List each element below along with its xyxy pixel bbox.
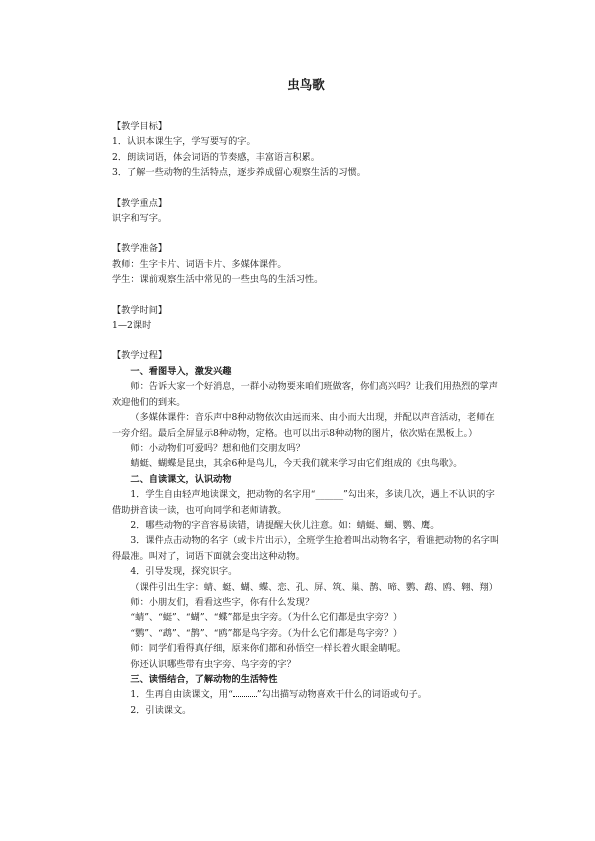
prep-student: 学生：课前观察生活中常见的一些虫鸟的生活习性。: [112, 274, 324, 286]
text-run: ”勾出来，多读几次，遇上不认识的字借助拼音读一读，也可向同学和老师请教。: [112, 489, 495, 516]
part2-title: 二、自读课文，认识动物: [130, 473, 232, 485]
paragraph: “鹦”、“鹉”、“鹊”、“鸥”都是鸟字旁。（为什么它们都是鸟字旁？）: [130, 627, 403, 639]
paragraph: [112, 687, 500, 702]
wavy-underline-mark: [233, 688, 257, 697]
goal-item: 1．认识本课生字，学写要写的字。: [112, 136, 256, 148]
section-process: [112, 348, 500, 718]
paragraph: [112, 487, 500, 518]
prep-teacher: 教师：生字卡片、词语卡片、多媒体课件。: [112, 258, 287, 270]
text-run: 1．生再自由读课文，用“: [130, 689, 233, 701]
paragraph: 3．课件点击动物的名字（或卡片出示），全班学生抢着叫出动物名字，看谁把动物的名字叫得最准。叫对了，词语下面就会变出这种动物。: [112, 535, 500, 562]
goal-item: 3．了解一些动物的生活特点，逐步养成留心观察生活的习惯。: [112, 167, 366, 179]
paragraph: 你还认识哪些带有虫字旁、鸟字旁的字？: [130, 658, 296, 670]
paragraph: （多媒体课件：音乐声中8种动物依次由远而来、由小而大出现，并配以声音活动，老师在一旁介绍。最后全屏显示8种动物，定格。也可以出示8种动物的图片，依次贴在黑板上。）: [112, 412, 495, 439]
paragraph: 师：小动物们可爱吗？想和他们交朋友吗？: [130, 442, 305, 454]
key-points-text: 识字和写字。: [112, 213, 168, 225]
key-points-heading: 【教学重点】: [112, 197, 168, 209]
text-run: 1．学生自由轻声地读课文，把动物的名字用“: [130, 489, 316, 501]
section-time: [112, 303, 500, 334]
paragraph: 2．哪些动物的字音容易读错，请提醒大伙儿注意。如：蜻蜓、蝴、鹦、鹰。: [130, 519, 440, 531]
text-run: ”勾出描写动物喜欢干什么的词语或句子。: [256, 689, 427, 701]
process-heading: 【教学过程】: [112, 350, 168, 362]
section-prep: [112, 241, 500, 287]
paragraph: 4．引导发现，探究识字。: [130, 566, 238, 578]
paragraph: 蜻蜓、蝴蝶是昆虫，其余6种是鸟儿，今天我们就来学习由它们组成的《虫鸟歌》。: [130, 458, 463, 470]
paragraph: （课件引出生字：蜻、蜓、蝴、蝶、恋、孔、屏、筑、巢、鹊、啼、鹦、鹉、鸥、翱、翔）: [130, 581, 498, 593]
paragraph: “蜻”、“蜓”、“蝴”、“蝶”都是虫字旁。（为什么它们都是虫字旁？）: [130, 612, 403, 624]
part1-title: 一、看图导入，激发兴趣: [130, 365, 232, 377]
paragraph: 2．引读课文。: [130, 704, 192, 716]
goals-heading: 【教学目标】: [112, 121, 168, 132]
goal-item: 2．朗读词语，体会词语的节奏感，丰富语言积累。: [112, 151, 320, 163]
section-goals: [112, 119, 500, 181]
prep-heading: 【教学准备】: [112, 243, 168, 255]
paragraph: 师：小朋友们，看看这些字，你有什么发现？: [130, 596, 315, 608]
part3-title: 三、读悟结合，了解动物的生活特性: [130, 674, 278, 685]
time-heading: 【教学时间】: [112, 304, 168, 316]
time-text: 1—2课时: [112, 320, 152, 332]
paragraph: 师：同学们看得真仔细，原来你们都和孙悟空一样长着火眼金睛呢。: [130, 643, 407, 655]
paragraph: 师：告诉大家一个好消息，一群小动物要来咱们班做客，你们高兴吗？让我们用热烈的掌声欢迎他们的到来。: [112, 381, 498, 408]
page-title: 虫鸟歌: [287, 77, 325, 92]
section-key-points: [112, 196, 500, 227]
underline-blank: ______: [315, 489, 344, 501]
